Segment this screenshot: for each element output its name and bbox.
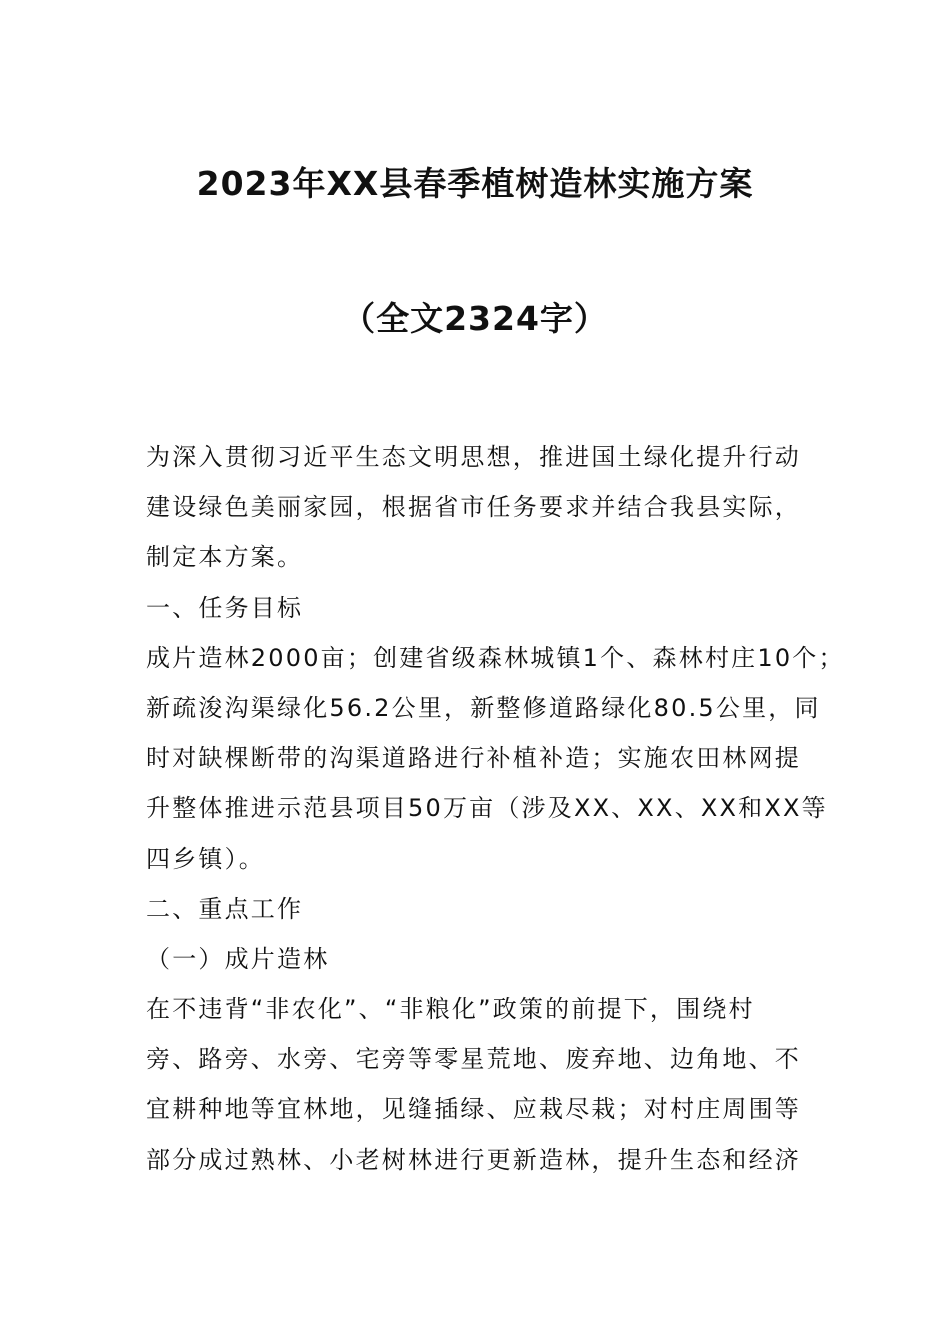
body-line-goals-4: 升整体推进示范县项目50万亩（涉及XX、XX、XX和XX等 (146, 794, 828, 823)
body-line-afforestation-2: 旁、路旁、水旁、宅旁等零星荒地、废弃地、边角地、不 (146, 1045, 801, 1074)
body-line-goals-3: 时对缺棵断带的沟渠道路进行补植补造；实施农田林网提 (146, 744, 801, 773)
body-line-afforestation-3: 宜耕种地等宜林地，见缝插绿、应栽尽栽；对村庄周围等 (146, 1095, 801, 1124)
body-line-afforestation-4: 部分成过熟林、小老树林进行更新造林，提升生态和经济 (146, 1145, 801, 1174)
body-line-intro-3: 制定本方案。 (146, 543, 304, 572)
subsection-heading-afforestation: （一）成片造林 (146, 944, 330, 973)
document-title: 2023年XX县春季植树造林实施方案 (196, 164, 754, 203)
body-line-goals-5: 四乡镇）。 (146, 844, 265, 873)
section-heading-task-goals: 一、任务目标 (146, 593, 304, 622)
body-line-intro-2: 建设绿色美丽家园，根据省市任务要求并结合我县实际， (146, 493, 801, 522)
document-body (146, 432, 845, 1185)
body-line-goals-2: 新疏浚沟渠绿化56.2公里，新整修道路绿化80.5公里，同 (146, 693, 821, 722)
body-line-afforestation-1: 在不违背“非农化”、“非粮化”政策的前提下，围绕村 (146, 995, 755, 1024)
document-subtitle: （全文2324字） (342, 299, 608, 338)
body-line-goals-1: 成片造林2000亩；创建省级森林城镇1个、森林村庄10个； (146, 643, 845, 672)
section-heading-key-work: 二、重点工作 (146, 894, 304, 923)
body-line-intro-1: 为深入贯彻习近平生态文明思想，推进国土绿化提升行动 (146, 443, 801, 471)
